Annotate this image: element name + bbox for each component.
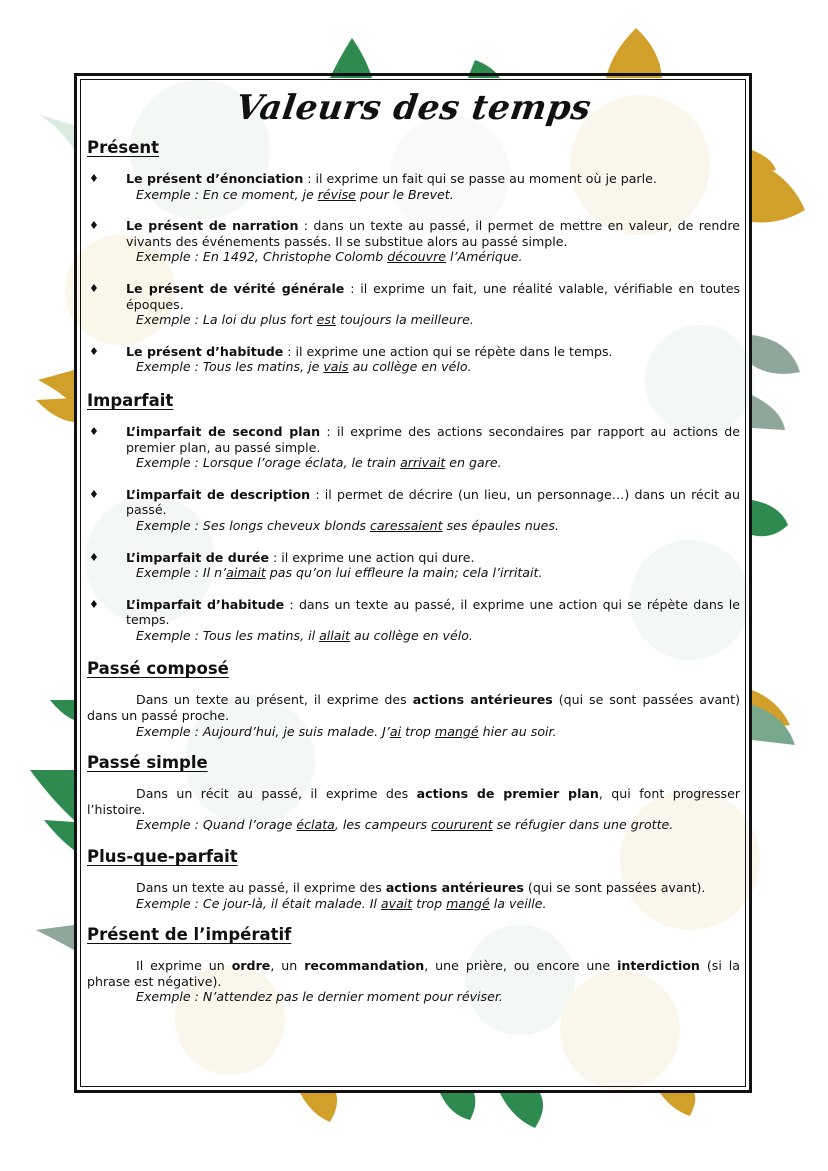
document-body xyxy=(87,84,740,1019)
diamond-bullet-icon: ♦ xyxy=(89,281,99,295)
section-present xyxy=(87,138,740,375)
list-item: ♦ Le présent de narration : dans un texte au passé, il permet de mettre en valeur, de rendre vivants des événements passés. Il se substitue alors au passé simple. Exemple : En 1492, Christophe Colomb découvre l’Amérique. xyxy=(89,218,740,265)
example-line: Exemple : La loi du plus fort est toujours la meilleure. xyxy=(136,312,474,328)
diamond-bullet-icon: ♦ xyxy=(89,344,99,358)
diamond-bullet-icon: ♦ xyxy=(89,487,99,501)
list-item: ♦ Le présent de vérité générale : il exprime un fait, une réalité valable, vérifiable en toutes époques. Exemple : La loi du plus fort est toujours la meilleure. xyxy=(89,280,740,328)
section-heading: Présent xyxy=(87,138,160,157)
section-heading: Passé composé xyxy=(87,659,229,679)
example-line: Exemple : Il n’aimait pas qu’on lui effleure la main; cela l’irritait. xyxy=(136,565,543,581)
diamond-bullet-icon: ♦ xyxy=(89,219,99,233)
section-heading: Imparfait xyxy=(87,390,174,410)
list-item: ♦ L’imparfait de description : il permet de décrire (un lieu, un personnage…) dans un récit au passé. Exemple : Ses longs cheveux blonds caressaient ses épaules nues. xyxy=(89,486,740,533)
diamond-bullet-icon: ♦ xyxy=(89,550,99,564)
example-line: Exemple : Ses longs cheveux blonds caressaient ses épaules nues. xyxy=(136,517,559,533)
list-item: ♦ L’imparfait d’habitude : dans un texte au passé, il exprime une action qui se répète dans le temps. Exemple : Tous les matins, il allait au collège en vélo. xyxy=(89,596,740,643)
example-line: Exemple : En 1492, Christophe Colomb découvre l’Amérique. xyxy=(136,249,523,265)
list-item: ♦ Le présent d’énonciation : il exprime un fait qui se passe au moment où je parle. Exemple : En ce moment, je révise pour le Brevet. xyxy=(87,171,740,202)
example-line: Exemple : N’attendez pas le dernier moment pour réviser. xyxy=(136,989,503,1005)
example-line: Exemple : Quand l’orage éclata, les campeurs coururent se réfugier dans une grotte. xyxy=(136,817,674,833)
section-heading: Plus-que-parfait xyxy=(87,847,238,867)
list-item: ♦ L’imparfait de second plan : il exprime des actions secondaires par rapport au actions de premier plan, au passé simple. Exemple : Lorsque l’orage éclata, le train arrivait en gare. xyxy=(89,423,741,471)
paragraph: Dans un texte au passé, il exprime des actions antérieures (qui se sont passées avant). xyxy=(136,880,706,896)
list-item: ♦ L’imparfait de durée : il exprime une action qui dure. Exemple : Il n’aimait pas qu’on lui effleure la main; cela l’irritait. xyxy=(87,550,740,581)
section-heading: Présent de l’impératif xyxy=(87,925,292,945)
paragraph: Il exprime un ordre, un recommandation, une prière, ou encore une interdiction (si la phrase est négative). xyxy=(87,958,740,989)
example-line: Exemple : Ce jour-là, il était malade. Il avait trop mangé la veille. xyxy=(136,895,547,911)
example-line: Exemple : Tous les matins, je vais au collège en vélo. xyxy=(136,359,472,375)
section-imparfait xyxy=(87,391,740,644)
page-title: Valeurs des temps xyxy=(233,88,594,128)
example-line: Exemple : En ce moment, je révise pour le Brevet. xyxy=(136,186,454,202)
paragraph: Dans un récit au passé, il exprime des actions de premier plan, qui font progresser l’histoire. xyxy=(87,786,740,817)
list-item: ♦ Le présent d’habitude : il exprime une action qui se répète dans le temps. Exemple : Tous les matins, je vais au collège en vélo. xyxy=(87,344,740,375)
diamond-bullet-icon: ♦ xyxy=(89,172,99,185)
diamond-bullet-icon: ♦ xyxy=(89,424,99,438)
paragraph: Dans un texte au présent, il exprime des actions antérieures (qui se sont passées avant) dans un passé proche. xyxy=(87,692,741,724)
example-line: Exemple : Lorsque l’orage éclata, le train arrivait en gare. xyxy=(136,455,502,471)
section-imperatif xyxy=(87,925,740,1005)
example-line: Exemple : Tous les matins, il allait au collège en vélo. xyxy=(136,627,473,643)
diamond-bullet-icon: ♦ xyxy=(89,597,99,611)
example-line: Exemple : Aujourd’hui, je suis malade. J’ai trop mangé hier au soir. xyxy=(136,723,557,739)
section-plus-que-parfait xyxy=(87,847,740,911)
section-heading: Passé simple xyxy=(87,753,208,773)
section-passe-simple xyxy=(87,753,740,833)
section-passe-compose xyxy=(87,659,740,739)
